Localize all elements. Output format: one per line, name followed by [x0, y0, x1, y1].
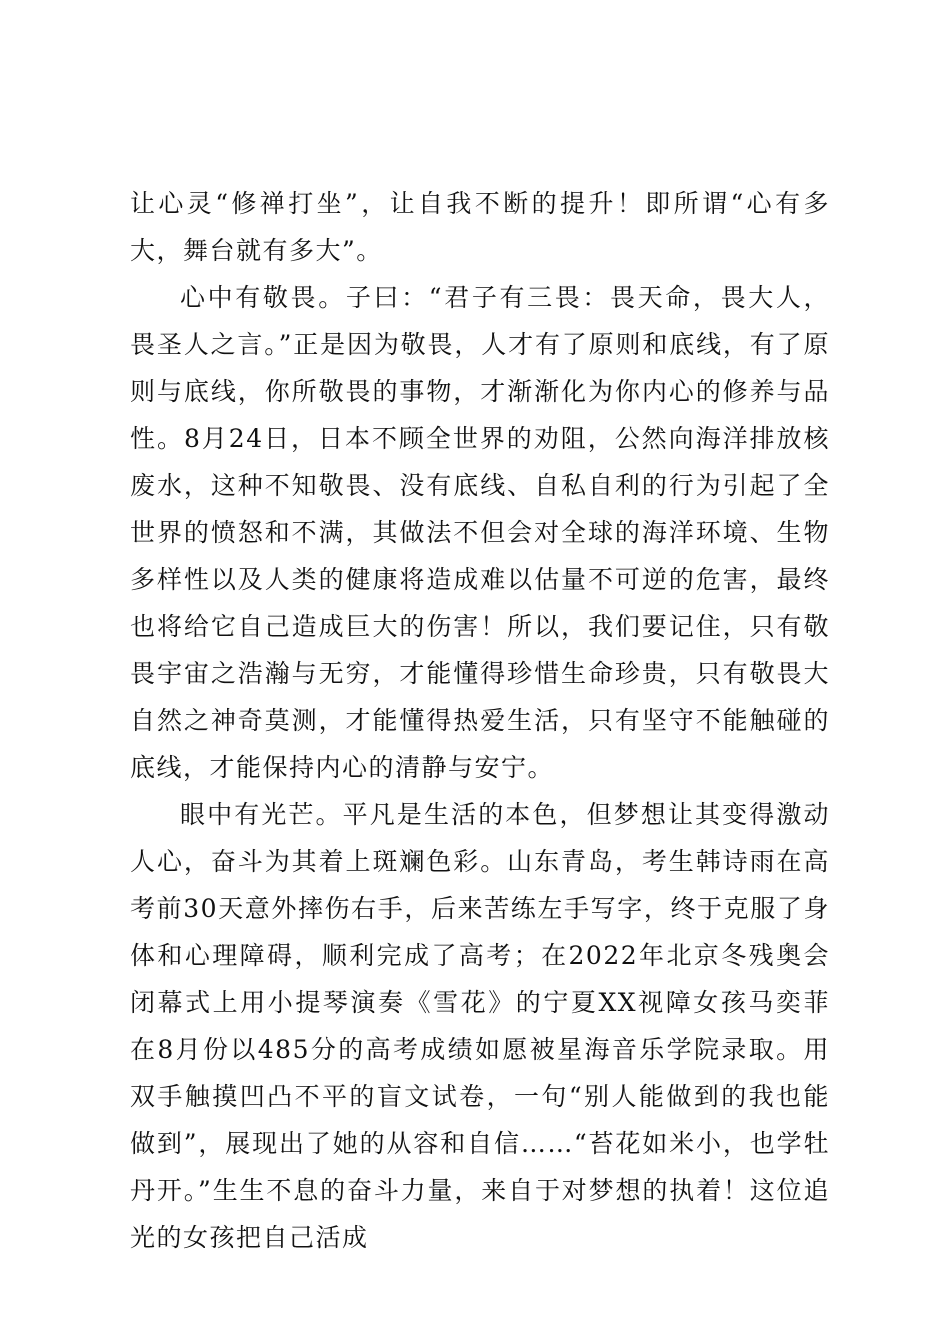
document-body: [130, 180, 830, 1261]
paragraph-continuation: 让心灵“修禅打坐”，让自我不断的提升！即所谓“心有多大，舞台就有多大”。: [130, 189, 830, 265]
paragraph-awe: 心中有敬畏。子曰：“君子有三畏：畏天命，畏大人，畏圣人之言。”正是因为敬畏，人才有了原则和底线，有了原则与底线，你所敬畏的事物，才渐渐化为你内心的修养与品性。8月24日，日本不顾全世界的劝阻，公然向海洋排放核废水，这种不知敬畏、没有底线、自私自利的行为引起了全世界的愤怒和不满，其做法不但会对全球的海洋环境、生物多样性以及人类的健康将造成难以估量不可逆的危害，最终也将给它自己造成巨大的伤害！所以，我们要记住，只有敬畏宇宙之浩瀚与无穷，才能懂得珍惜生命珍贵，只有敬畏大自然之神奇莫测，才能懂得热爱生活，只有坚守不能触碰的底线，才能保持内心的清静与安宁。: [130, 283, 830, 782]
paragraph-light: 眼中有光芒。平凡是生活的本色，但梦想让其变得激动人心，奋斗为其着上斑斓色彩。山东青岛，考生韩诗雨在高考前30天意外摔伤右手，后来苦练左手写字，终于克服了身体和心理障碍，顺利完成了高考；在2022年北京冬残奥会闭幕式上用小提琴演奏《雪花》的宁夏XX视障女孩马奕菲在8月份以485分的高考成绩如愿被星海音乐学院录取。用双手触摸凹凸不平的盲文试卷，一句“别人能做到的我也能做到”，展现出了她的从容和自信……“苔花如米小，也学牡丹开。”生生不息的奋斗力量，来自于对梦想的执着！这位追光的女孩把自己活成: [130, 800, 830, 1252]
